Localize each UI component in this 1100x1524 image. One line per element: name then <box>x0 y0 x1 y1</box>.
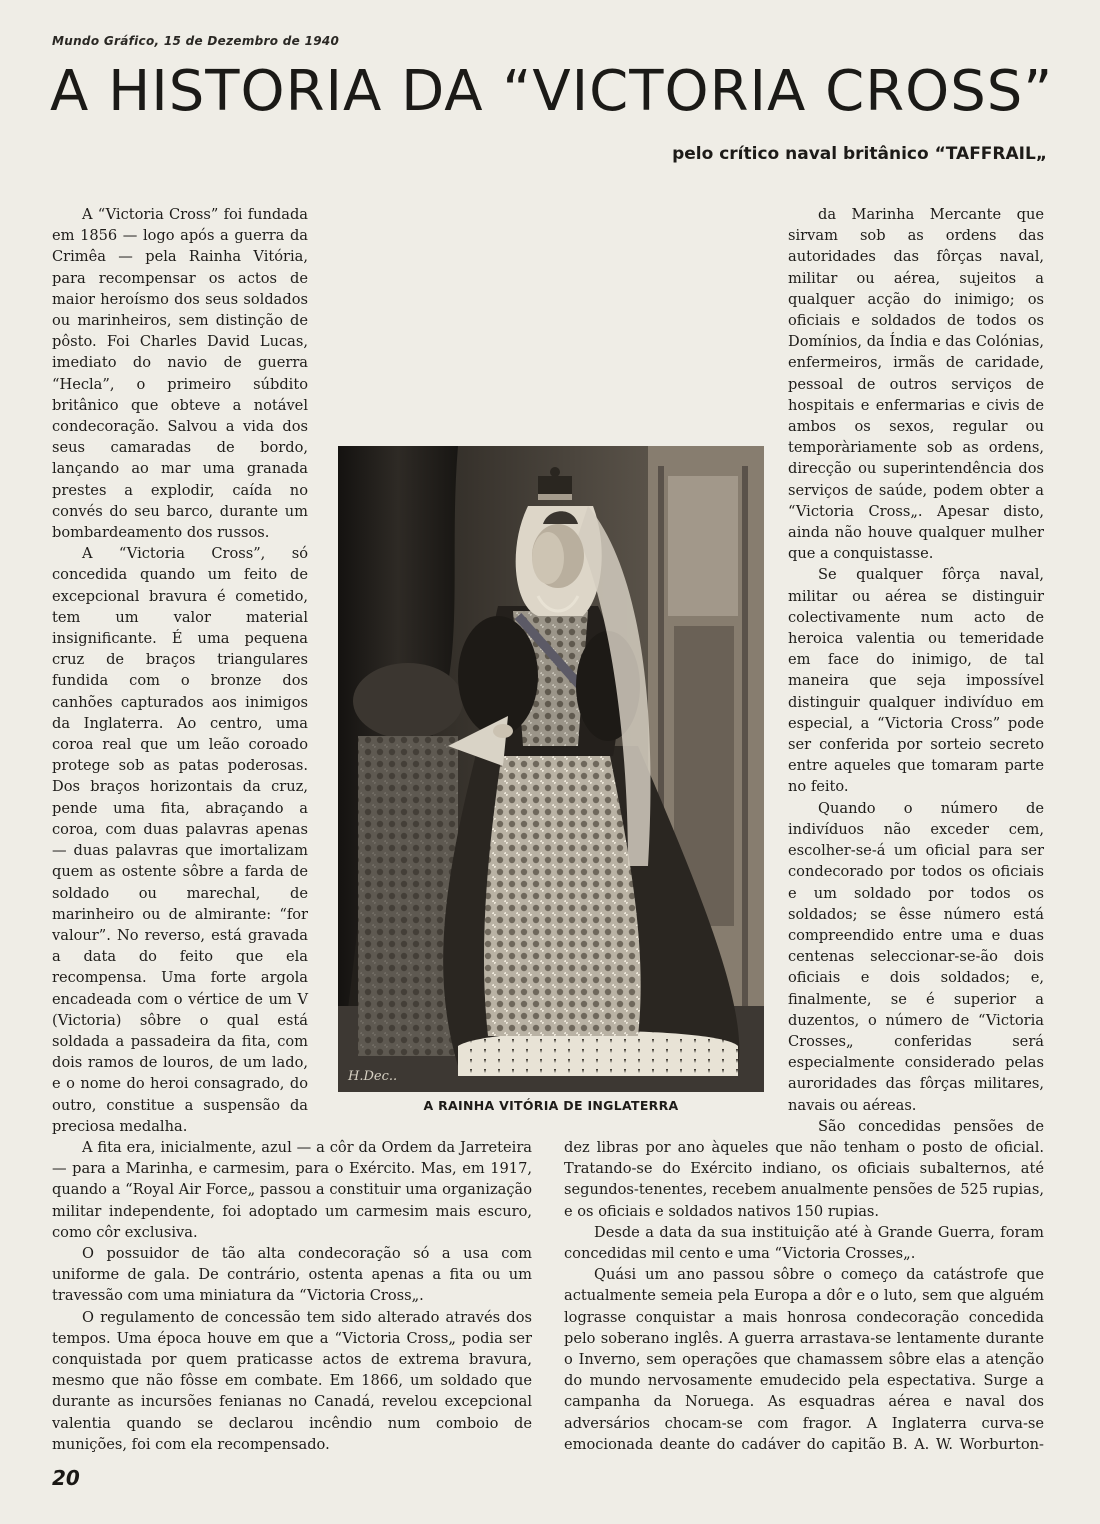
portrait-caption: A RAINHA VITÓRIA DE INGLATERRA <box>423 1098 679 1113</box>
paragraph: O regulamento de concessão tem sido alterado através dos tempos. Uma época houve em que a “Victoria Cross„ podia ser conquistada por quem praticasse actos de extrema bravura, mesmo que não fôsse em combate. Em 1866, um soldado que durante as incursões fenianas no Canadá, revelou excepcional valentia quando se declarou incêndio num comboio de munições, foi com ela recompensado. <box>52 1308 532 1453</box>
paragraph: Desde a data da sua instituição até à Grande Guerra, foram concedidas mil cento e uma “Victoria Crosses„. <box>564 1223 1044 1262</box>
paragraph: O possuidor de tão alta condecoração só a usa com uniforme de gala. De contrário, ostenta apenas a fita ou um travessão com uma miniatura da “Victoria Cross„. <box>52 1244 532 1305</box>
byline: pelo crítico naval britânico “TAFFRAIL„ <box>672 144 1047 164</box>
masthead: Mundo Gráfico, 15 de Dezembro de 1940 <box>52 34 340 48</box>
paragraph: São concedidas pensões de dez libras por ano àqueles que não tenham o posto de oficial. Tratando-se do Exército indiano, os oficiais subalternos, até segundos-tenentes, recebem anualmente pensões de 525 rupias, e os oficiais e soldados nativos 150 rupias. <box>564 1117 1044 1220</box>
artist-signature: H.Dec.. <box>348 1069 398 1084</box>
paragraph: Quando o número de indivíduos não exceder cem, escolher-se-á um oficial para ser condecorado por todos os oficiais e um soldado por todos os soldados; se êsse número está compreendido entre uma e duas centenas seleccionar-se-ão dois oficiais e dois soldados; e, finalmente, se é superior a duzentos, o número de “Victoria Crosses„ conferidas será especialmente considerado pelas auroridades das fôrças militares, navais ou aéreas. <box>788 799 1044 1114</box>
paragraph: A “Victoria Cross”, só concedida quando um feito de excepcional bravura é cometido, tem um valor material insignificante. É uma pequena cruz de braços triangulares fundida com o bronze dos canhões capturados aos inimigos da Inglaterra. Ao centro, uma coroa real que um leão coroado protege sob as patas poderosas. Dos braços horizontais da cruz, pende uma fita, abraçando a coroa, com duas palavras apenas — duas palavras que imortalizam quem as ostente sôbre a farda de soldado ou marechal, de marinheiro ou de almirante: “for valour”. No reverso, está gravada a data do feito que ela recompensa. Uma forte argola encadeada com o vértice de um V (Victoria) sôbre o qual está soldada a passadeira da fita, com dois ramos de louros, de um lado, e o nome do heroi consagrado, do outro, constitue a suspensão da preciosa medalha. <box>52 545 308 1135</box>
paragraph: A “Victoria Cross” foi fundada em 1856 — logo após a guerra da Crimêa — pela Rainha Vitória, para recompensar os actos de maior heroísmo dos seus soldados ou marinheiros, sem distinção de pôsto. Foi Charles David Lucas, imediato do navio de guerra “Hecla”, o primeiro súbdito britânico que obteve a notável condecoração. Salvou a vida dos seus camaradas de bordo, lançando ao mar uma granada prestes a explodir, caída no convés do seu barco, durante um bombardeamento dos russos. <box>52 206 308 542</box>
paragraph: Se qualquer fôrça naval, militar ou aérea se distinguir colectivamente num acto de heroica valentia ou temeridade em face do inimigo, de tal maneira que seja impossível distinguir qualquer indivíduo em especial, a “Victoria Cross” pode ser conferida por sorteio secreto entre aqueles que tomaram parte no feito. <box>788 566 1044 796</box>
paragraph: A fita era, inicialmente, azul — a côr da Ordem da Jarreteira — para a Marinha, e carmesim, para o Exército. Mas, em 1917, quando a “Royal Air Force„ passou a constituir uma organização militar independente, foi adoptado um carmesim mais escuro, como côr exclusiva. <box>52 1138 532 1241</box>
page-number: 20 <box>52 1466 80 1490</box>
headline: A HISTORIA DA “VICTORIA CROSS” <box>50 59 1054 124</box>
paragraph <box>52 1455 532 1456</box>
queen-victoria-portrait <box>338 446 764 1092</box>
paragraph: da Marinha Mercante que sirvam sob as ordens das autoridades das fôrças naval, militar ou aérea, sujeitos a qualquer acção do inimigo; os oficiais e soldados de todos os Domínios, da Índia e das Colónias, enfermeiros, irmãs de caridade, pessoal de outros serviços de hospitais e enfermarias e civis de ambos os sexos, regular ou temporàriamente sob as ordens, direcção ou superintendência dos serviços de saúde, podem obter a “Victoria Cross„. Apesar disto, ainda não houve qualquer mulher que a conquistasse. <box>788 206 1044 563</box>
paragraph: Quási um ano passou sôbre o começo da catástrofe que actualmente semeia pela Europa a dôr e o luto, sem que alguém lograsse conquistar a mais honrosa condecoração concedida pelo soberano inglês. A guerra arrastava-se lentamente durante o Inverno, sem operações que chamassem sôbre elas a atenção do mundo nervosamente emudecido pela espectativa. Surge a campanha da Noruega. As esquadras aérea e naval dos adversários chocam-se com fragor. A Inglaterra curva-se emocionada deante do cadáver do capitão B. A. W. Worburton- <box>564 1266 1044 1453</box>
